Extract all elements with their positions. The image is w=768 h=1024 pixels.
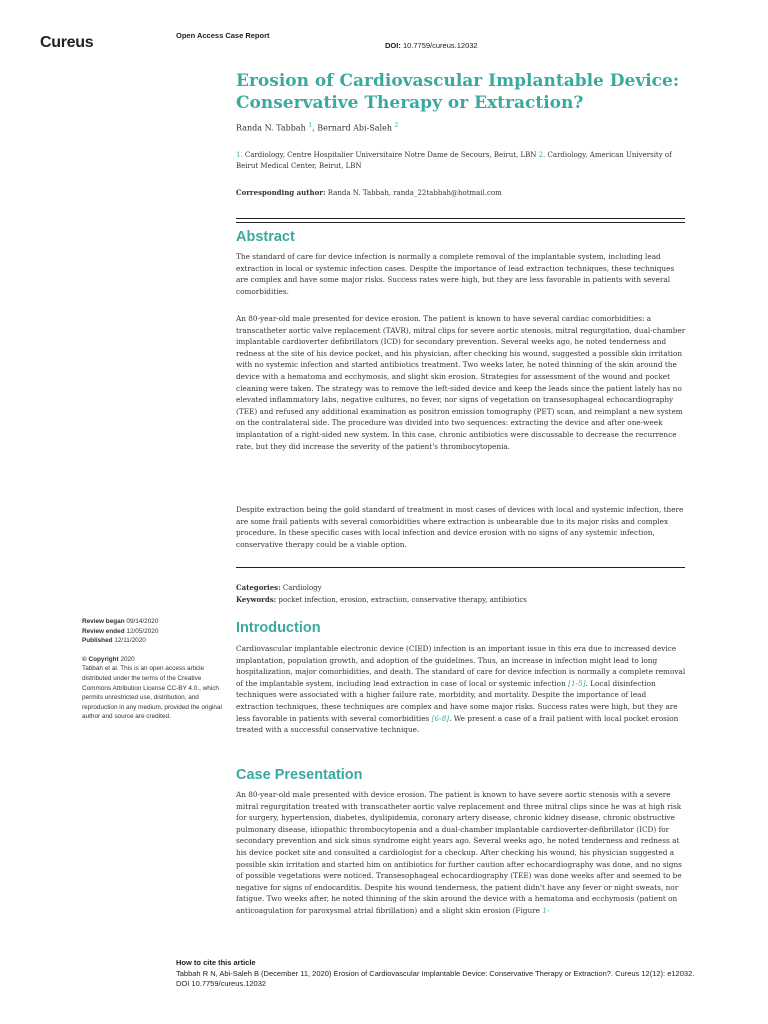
affiliation-text: Cardiology, American University of Beirut Medical Center, Beirut, LBN bbox=[236, 151, 672, 170]
journal-logo: Cureus bbox=[40, 34, 94, 51]
affiliations bbox=[236, 150, 686, 171]
citation-link[interactable]: [6-8] bbox=[431, 713, 450, 723]
divider bbox=[236, 218, 685, 219]
author-separator: , bbox=[312, 123, 318, 133]
text-run: An 80-year-old male presented with device erosion. The patient is known to have severe aortic stenosis with a severe mitral regurgitation treated with transcatheter aortic valve replacement and three mitral clips since he was at high risk for surgery, hypertension, diabetes, dyslipidemia, coronary artery disease, chronic kidney disease, chronic obstructive pulmonary disease, idiopathic thrombocytopenia and a dual-chamber implantable cardioverter-defibrillator (ICD) for secondary prevention and sick sinus syndrome eight years ago. Several weeks ago, he noted tenderness and redness at his device pocket site and consulted a cardiologist for a checkup. After checking his wound, his physician suggested a possible skin irritation and started him on antibiotics for further caution after echocardiography was done, and no signs of possible vegetations were noticed. Transesophageal echocardiography (TEE) was done weeks after and seemed to be negative for signs of endocarditis. Despite his wound tenderness, the patient didn't have any fever or night sweats, nor fatigue. Two weeks after, he noted thinning of the skin around the device with a hematoma and ecchymosis (patient on anticoagulation for paroxysmal atrial fibrillation) and a slight skin erosion (Figure bbox=[236, 790, 682, 915]
review-began bbox=[82, 617, 222, 627]
author-name: Bernard Abi-Saleh bbox=[317, 123, 392, 133]
citation-link[interactable]: [1-5] bbox=[568, 678, 586, 688]
text-run: Cardiovascular implantable electronic device (CIED) infection is an important issue in this era due to increased device implantation, population growth, and adoption of the guidelines. Thus, an increase in infection might lead to long hospitalization, major comorbidities, and death. The standard of care for device infection is normally a complete removal of the implantable system, including lead extraction in case of local or systemic infection bbox=[236, 644, 686, 688]
article-metadata bbox=[236, 582, 686, 606]
abstract-paragraph: The standard of care for device infection is normally a complete removal of the implantable system, including lead extraction in local or systemic infection cases. Despite the importance of lead extraction techniques, these techniques are complex and have some major risks. Success rates were high, but they are less favorable in patients with several comorbidities. bbox=[236, 252, 675, 296]
divider bbox=[236, 567, 685, 568]
categories-value[interactable]: Cardiology bbox=[282, 584, 322, 592]
keywords-label: Keywords: bbox=[236, 595, 277, 604]
article-title: Erosion of Cardiovascular Implantable Device: Conservative Therapy or Extraction? bbox=[236, 71, 680, 113]
introduction-heading: Introduction bbox=[236, 620, 321, 636]
author-affiliation-ref[interactable]: 2 bbox=[394, 122, 399, 129]
text-run: . Local disinfection techniques were associated with a higher failure rate, morbidity, and mortality. Despite the importance of lead extraction techniques, these techniques are complex and have some major risks. Success rates were high, but they are less favorable in patients with several comorbidities bbox=[236, 678, 678, 723]
corresponding-author-label: Corresponding author: bbox=[236, 188, 326, 197]
copyright bbox=[82, 655, 222, 665]
corresponding-author bbox=[236, 188, 502, 197]
article-sidebar bbox=[82, 617, 222, 722]
case-presentation-paragraph bbox=[236, 789, 686, 917]
abstract-paragraph: Despite extraction being the gold standard of treatment in most cases of devices with local and systemic infection, there are some frail patients with several comorbidities where extraction is unbearable due to its major risks and complex procedure. In these specific cases with local infection and device erosion with no signs of any systemic infection, conservative therapy could be a viable option. bbox=[236, 505, 684, 549]
abstract-heading: Abstract bbox=[236, 229, 295, 245]
abstract-paragraph: An 80-year-old male presented for device erosion. The patient is known to have several cardiac comorbidities: a transcatheter aortic valve replacement (TAVR), mitral clips for severe aortic stenosis, mitral regurgitation, dual-chamber implantable cardioverter defibrillators (ICD) for secondary prevention. Several weeks ago, he noted tenderness and redness at the site of his device pocket, and his physician, after checking his wound, suggested a possible skin irritation with no systemic infection and started antibiotics treatment. Two weeks later, he noted thinning of the skin around the device with a hematoma and ecchymosis, and slight skin erosion. Strategies for assessment of the wound and pocket cleaning were taken. The strategy was to remove the left-sided device and keep the leads since the patient lately has no elevated inflammatory labs, negative cultures, no fever, nor signs of vegetation on transesophageal echocardiography (TEE) and refused any additional examination as positron emission tomography (PET) scan, and reimplant a new system on the contralateral side. The procedure was divided into two sequences: extracting the device and after one-week implantation of a right-sided new system. In this case, chronic antibiotics were discussable to decrease the recurrence rate, but they did increase the severity of the patient's thrombocytopenia. bbox=[236, 314, 686, 451]
affiliation-number: 2. bbox=[538, 151, 546, 159]
categories bbox=[236, 582, 686, 594]
review-began-date: 09/14/2020 bbox=[126, 618, 159, 625]
review-ended bbox=[82, 627, 222, 637]
copyright-year: 2020 bbox=[120, 655, 135, 663]
author-affiliation-ref[interactable]: 1 bbox=[308, 122, 313, 129]
author-name: Randa N. Tabbah bbox=[236, 123, 306, 133]
published-label: Published bbox=[82, 637, 113, 645]
doi-label: DOI: bbox=[385, 41, 401, 50]
author-list bbox=[236, 122, 398, 133]
review-ended-date: 12/05/2020 bbox=[126, 627, 159, 635]
affiliation-number: 1. bbox=[236, 151, 243, 159]
case-presentation-heading: Case Presentation bbox=[236, 767, 363, 783]
divider bbox=[236, 222, 685, 223]
figure-link[interactable]: 1- bbox=[542, 905, 550, 915]
citation-heading: How to cite this article bbox=[176, 958, 256, 967]
categories-label: Categories: bbox=[236, 583, 281, 592]
article-type: Open Access Case Report bbox=[176, 31, 270, 40]
citation-text: Tabbah R N, Abi-Saleh B (December 11, 2020) Erosion of Cardiovascular Implantable Device: Conservative Therapy or Extraction?. Cureus 12(12): e12032. DOI 10.7759/cureus.12032 bbox=[176, 968, 695, 988]
doi bbox=[385, 41, 478, 50]
text-run: . We present a case of a frail patient with local pocket erosion treated with a successful conservative technique. bbox=[236, 713, 679, 735]
spacer bbox=[82, 646, 222, 655]
corresponding-author-text[interactable]: Randa N. Tabbah, randa_22tabbah@hotmail.com bbox=[327, 189, 502, 197]
copyright-label: © Copyright bbox=[82, 655, 119, 663]
license-text: Tabbah et al. This is an open access article distributed under the terms of the Creative Commons Attribution License CC-BY 4.0., which permits unrestricted use, distribution, and reproduction in any medium, provided the original author and source are credited. bbox=[82, 665, 222, 721]
keywords-value: pocket infection, erosion, extraction, conservative therapy, antibiotics bbox=[278, 596, 527, 604]
published-date: 12/11/2020 bbox=[114, 637, 146, 645]
introduction-paragraph bbox=[236, 643, 686, 736]
published bbox=[82, 636, 222, 646]
review-began-label: Review began bbox=[82, 618, 125, 625]
citation-footer bbox=[176, 958, 706, 990]
affiliation-text: Cardiology, Centre Hospitalier Universitaire Notre Dame de Secours, Beirut, LBN bbox=[244, 151, 537, 159]
doi-value[interactable]: 10.7759/cureus.12032 bbox=[402, 41, 478, 50]
review-ended-label: Review ended bbox=[82, 627, 125, 635]
keywords bbox=[236, 594, 686, 606]
